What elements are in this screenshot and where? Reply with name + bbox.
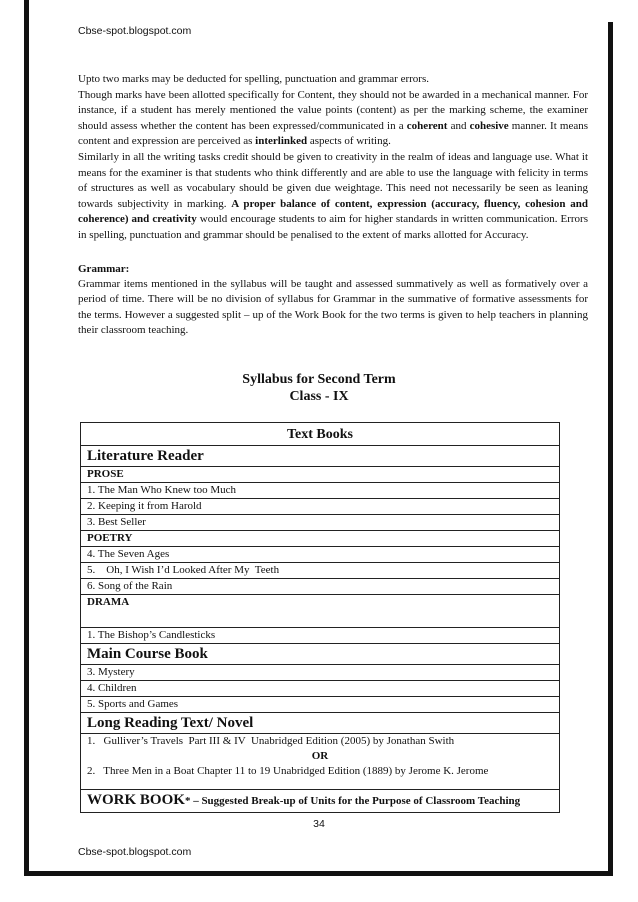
long-reading-heading: Long Reading Text/ Novel — [81, 713, 560, 734]
novel-option-1: 1. Gulliver’s Travels Part III & IV Unabridged Edition (2005) by Jonathan Swith — [87, 735, 455, 747]
page-border-bottom — [24, 871, 613, 876]
prose-item: 3. Best Seller — [81, 515, 560, 531]
prose-item: 1. The Man Who Knew too Much — [81, 483, 560, 499]
grammar-section — [78, 262, 588, 338]
literature-reader-heading: Literature Reader — [81, 446, 560, 467]
work-book-row — [81, 790, 560, 813]
page-border-right — [608, 22, 613, 876]
poetry-item: 6. Song of the Rain — [81, 579, 560, 595]
novel-or: OR — [311, 750, 329, 762]
poetry-heading: POETRY — [81, 531, 560, 547]
main-course-book-heading: Main Course Book — [81, 644, 560, 665]
paragraph-creativity: Similarly in all the writing tasks credit should be given to creativity in the realm of ideas and language use. What it means for the examiner is that students who think differently and are able to use the language with felicity in terms of structures as well as vocabulary should be given due weightage. This need not necessarily be seen as leaning towards subjectivity in marking. A proper balance of content, expression (accuracy, fluency, cohesion and coherence) and creativity would encourage students to aim for higher standards in written communication. Errors in spelling, punctuation and grammar should be penalised to the extent of marks allotted for Accuracy. — [78, 150, 588, 241]
novel-option-2: 2. Three Men in a Boat Chapter 11 to 19 Unabridged Edition (1889) by Jerome K. Jerome — [87, 765, 489, 777]
paragraph-content-marks: Though marks have been allotted specifically for Content, they should not be awarded in a mechanical manner. For instance, if a student has merely mentioned the value points (content) as per the marking scheme, the examiner should assess whether the content has been expressed/communicated in a coherent and cohesive manner. It means content and expression are perceived as interlinked aspects of writing. — [78, 88, 588, 148]
page-number: 34 — [313, 818, 325, 830]
syllabus-title: Syllabus for Second Term — [242, 372, 396, 387]
prose-item: 2. Keeping it from Harold — [81, 499, 560, 515]
assessment-notes — [78, 72, 588, 244]
syllabus-class: Class - IX — [289, 389, 349, 404]
novel-options — [81, 734, 560, 790]
work-book-label: WORK BOOK — [87, 792, 185, 808]
header-site-url: Cbse-spot.blogspot.com — [78, 25, 192, 37]
text-books-header: Text Books — [81, 423, 560, 446]
drama-heading: DRAMA — [81, 595, 560, 628]
mcb-item: 5. Sports and Games — [81, 697, 560, 713]
grammar-text: Grammar items mentioned in the syllabus will be taught and assessed summatively as well as formatively over a period of time. There will be no division of syllabus for Grammar in the summative of formative assessments for the terms. However a suggested split – up of the Work Book for the two terms is given to help teachers in planning their classroom teaching. — [78, 278, 588, 336]
syllabus-table — [80, 422, 560, 813]
drama-item: 1. The Bishop’s Candlesticks — [81, 628, 560, 644]
prose-heading: PROSE — [81, 467, 560, 483]
poetry-item: 5. Oh, I Wish I’d Looked After My Teeth — [81, 563, 560, 579]
grammar-heading: Grammar: — [78, 263, 130, 275]
footer-site-url: Cbse-spot.blogspot.com — [78, 846, 192, 858]
page-border-left — [24, 0, 29, 876]
poetry-item: 4. The Seven Ages — [81, 547, 560, 563]
mcb-item: 3. Mystery — [81, 665, 560, 681]
paragraph-deduction: Upto two marks may be deducted for spelling, punctuation and grammar errors. — [78, 73, 429, 85]
mcb-item: 4. Children — [81, 681, 560, 697]
work-book-note: * – Suggested Break-up of Units for the Purpose of Classroom Teaching — [184, 795, 521, 807]
